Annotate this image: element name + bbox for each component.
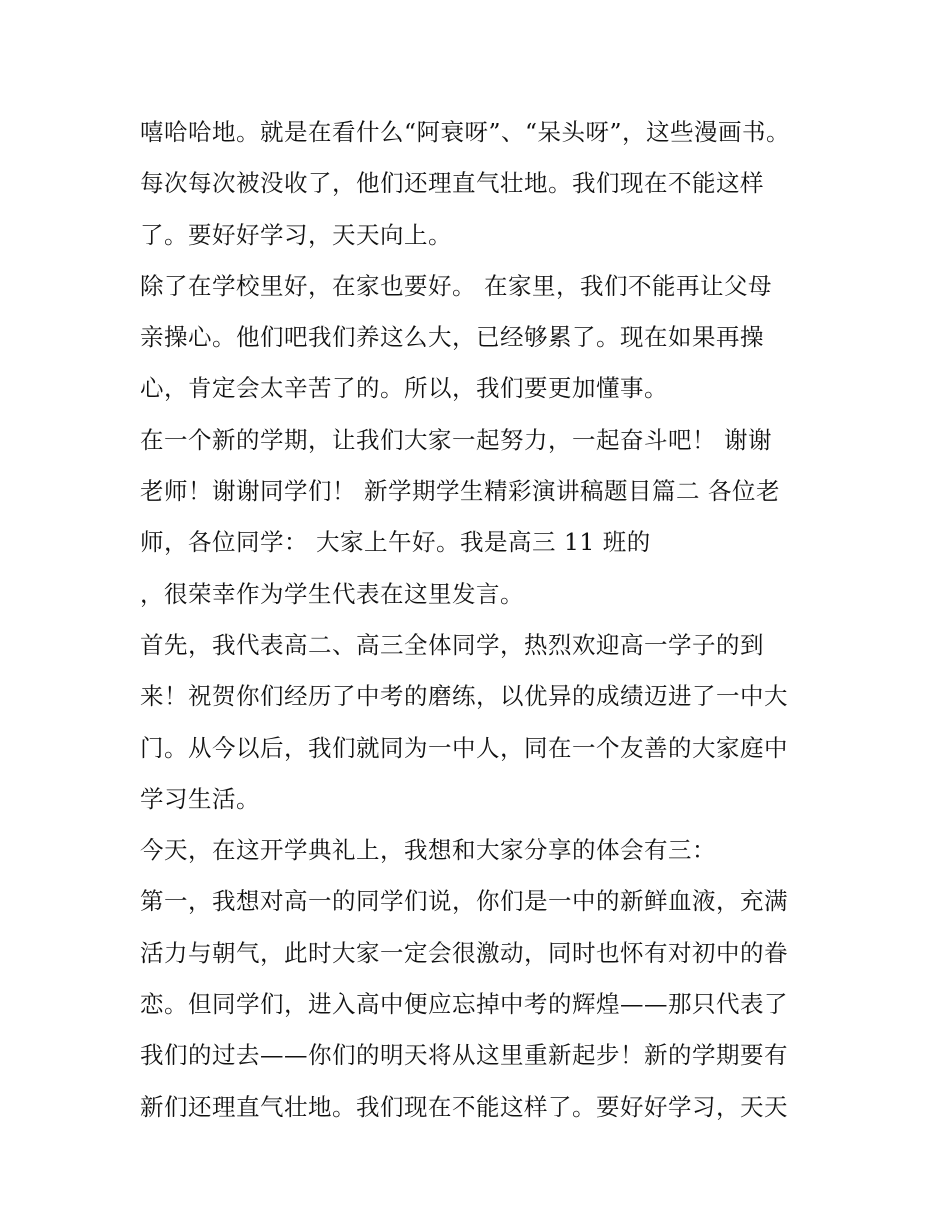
text-line: 恋。但同学们，进入高中便应忘掉中考的辉煌——那只代表了 [140,990,788,1019]
text-line: 来！祝贺你们经历了中考的磨练，以优异的成绩迈进了一中大 [140,682,788,711]
text-line: 新们还理直气壮地。我们现在不能这样了。要好好学习，天天 [140,1092,788,1121]
text-line: 了。要好好学习，天天向上。 [140,220,452,249]
speech-text-body [140,107,830,1133]
text-line: 亲操心。他们吧我们养这么大，已经够累了。现在如果再操 [140,323,764,352]
text-line: 每次每次被没收了，他们还理直气壮地。我们现在不能这样 [140,169,764,198]
text-line: 首先，我代表高二、高三全体同学，热烈欢迎高一学子的到 [140,630,764,659]
text-line: 嘻哈哈地。就是在看什么“阿衰呀”、“呆头呀”，这些漫画书。 [140,118,791,146]
text-line: ，很荣幸作为学生代表在这里发言。 [140,579,524,608]
text-line: 老师！谢谢同学们！ 新学期学生精彩演讲稿题目篇二 各位老 [140,477,780,506]
text-line: 师，各位同学： 大家上午好。我是高三 11 班的 [140,528,651,557]
text-line: 除了在学校里好，在家也要好。 在家里，我们不能再让父母 [140,271,772,300]
text-line: 活力与朝气，此时大家一定会很激动，同时也怀有对初中的眷 [140,938,788,967]
text-line: 在一个新的学期，让我们大家一起努力，一起奋斗吧！ 谢谢 [140,425,772,454]
text-line: 我们的过去——你们的明天将从这里重新起步！新的学期要有 [140,1041,788,1070]
text-line: 第一，我想对高一的同学们说，你们是一中的新鲜血液，充满 [140,887,788,916]
text-line: 学习生活。 [140,784,260,813]
text-line: 心，肯定会太辛苦了的。所以，我们要更加懂事。 [140,374,668,403]
text-line: 门。从今以后，我们就同为一中人，同在一个友善的大家庭中 [140,733,788,762]
text-line: 今天，在这开学典礼上，我想和大家分享的体会有三： [140,836,716,865]
